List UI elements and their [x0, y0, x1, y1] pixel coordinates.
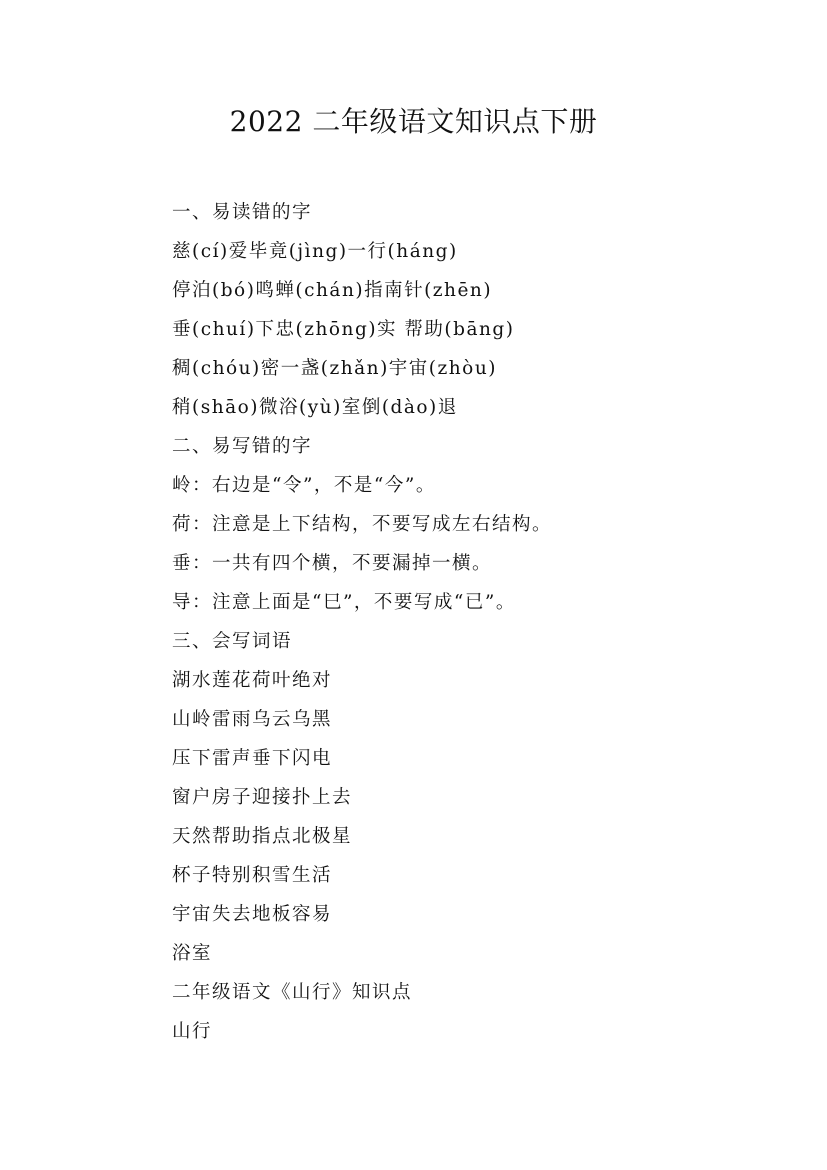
text-line: 宇宙失去地板容易: [172, 904, 333, 925]
text-line: 杯子特别积雪生活: [172, 865, 333, 886]
text-line: 岭：右边是“令”，不是“今”。: [172, 475, 436, 496]
text-line: 山岭雷雨乌云乌黑: [172, 709, 333, 730]
section-heading-shanxing: 二年级语文《山行》知识点: [172, 982, 413, 1003]
section-heading-misread-characters: 一、易读错的字: [172, 202, 313, 223]
text-line: 停泊(bó)鸣蝉(chán)指南针(zhēn): [172, 280, 493, 301]
text-line: 稠(chóu)密一盏(zhǎn)宇宙(zhòu): [172, 358, 497, 379]
text-line: 导：注意上面是“巳”，不要写成“已”。: [172, 592, 516, 613]
text-line: 稍(shāo)微浴(yù)室倒(dào)退: [172, 397, 458, 418]
text-line: 垂：一共有四个横，不要漏掉一横。: [172, 553, 493, 574]
text-line: 慈(cí)爱毕竟(jìng)一行(háng): [172, 241, 458, 262]
text-line: 天然帮助指点北极星: [172, 826, 353, 847]
section-heading-vocabulary: 三、会写词语: [172, 631, 293, 652]
text-line: 压下雷声垂下闪电: [172, 748, 333, 769]
poem-title: 山行: [172, 1021, 213, 1042]
text-line: 窗户房子迎接扑上去: [172, 787, 353, 808]
document-body: [172, 193, 772, 1051]
text-line: 浴室: [172, 943, 213, 964]
document-title: 2022 二年级语文知识点下册: [229, 105, 598, 138]
text-line: 湖水莲花荷叶绝对: [172, 670, 333, 691]
text-line: 荷：注意是上下结构，不要写成左右结构。: [172, 514, 553, 535]
text-line: 垂(chuí)下忠(zhōng)实 帮助(bāng): [172, 319, 515, 340]
section-heading-miswritten-characters: 二、易写错的字: [172, 436, 313, 457]
